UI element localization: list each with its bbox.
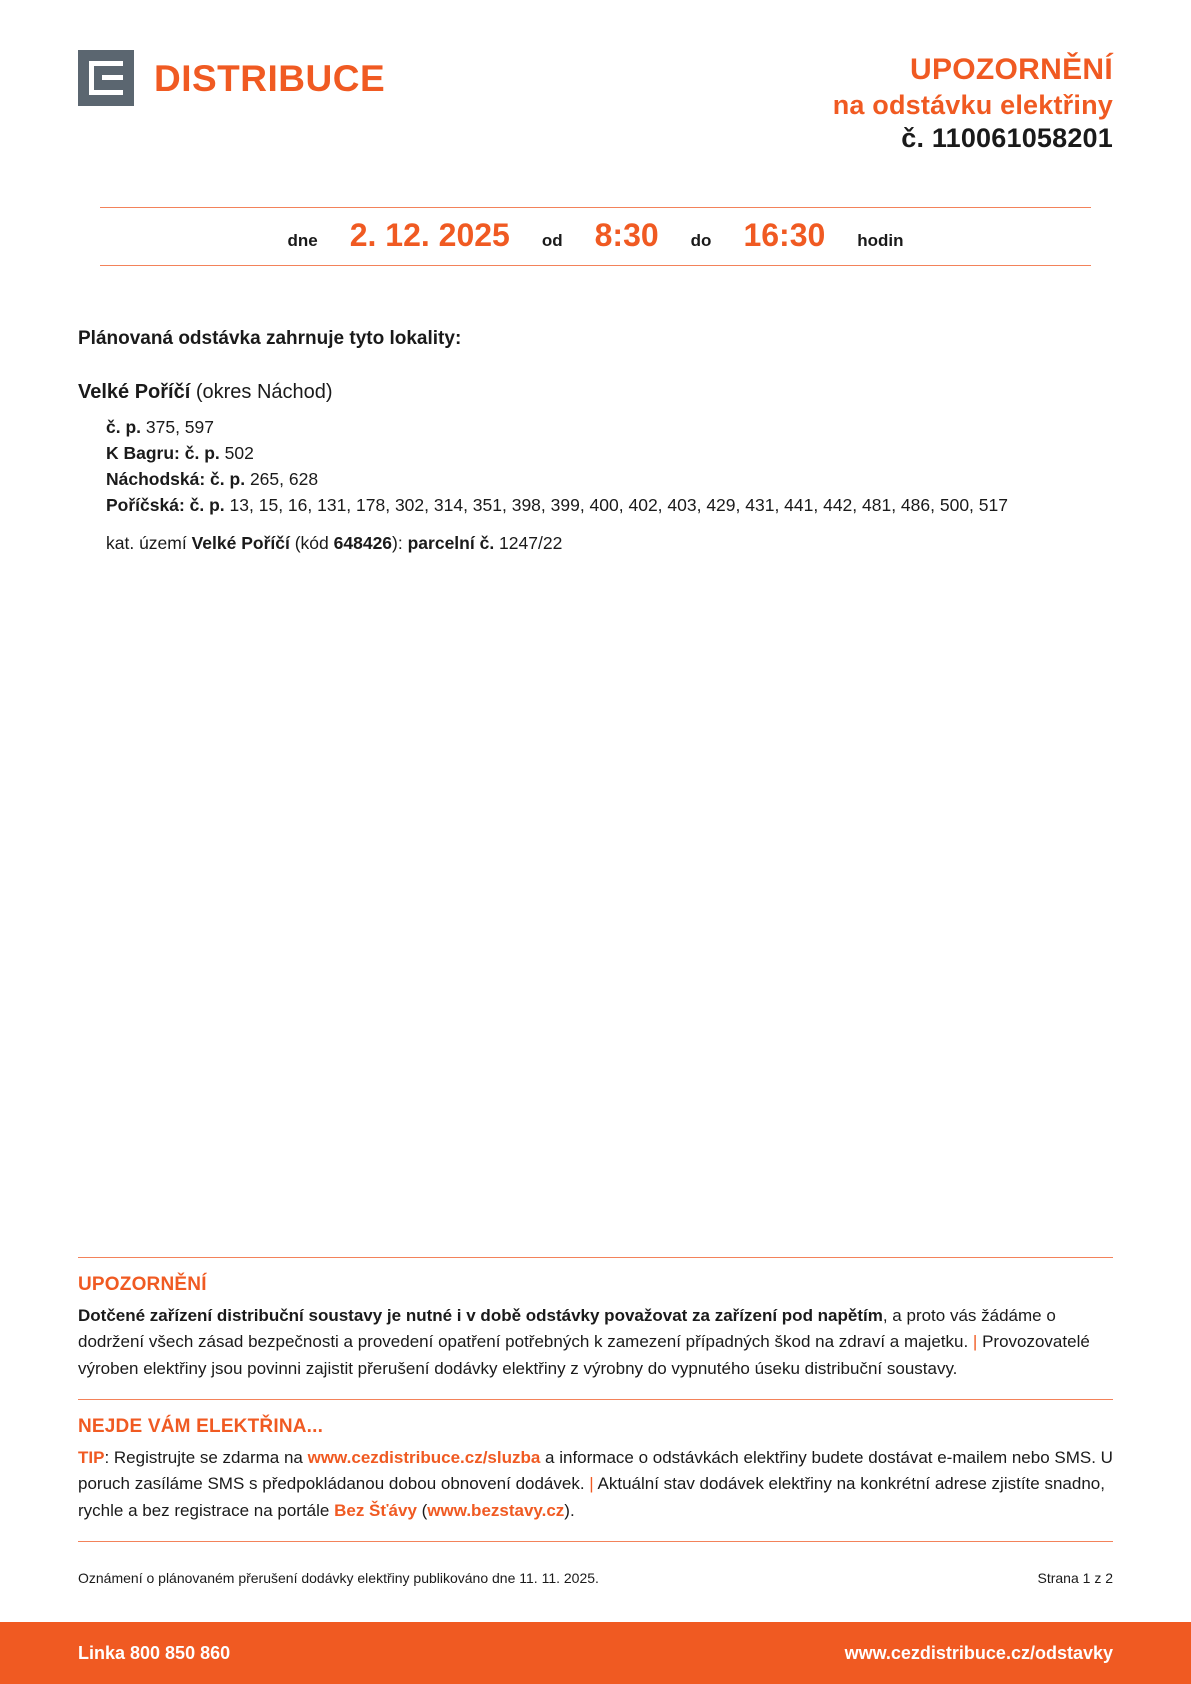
cadastre-name: Velké Poříčí (191, 533, 290, 554)
notice-separator-icon: | (972, 1332, 978, 1352)
list-item (106, 467, 1113, 493)
cez-distribuce-logo (78, 50, 385, 106)
logo-bar-top (89, 61, 123, 66)
cadastre-code-prefix: (kód (289, 533, 334, 554)
outage-time-to: 16:30 (743, 217, 826, 254)
divider-bottom (78, 1541, 1113, 1542)
parcel-number: 1247/22 (494, 533, 563, 554)
label-do: do (690, 231, 712, 251)
notice-help-body (78, 1445, 1113, 1524)
label-hodin: hodin (857, 231, 904, 251)
notice-warning (78, 1258, 1113, 1399)
label-dne: dne (287, 231, 318, 251)
help-text-2: a informace o odstávkách elektřiny budete dostávat e-mailem nebo SMS. U poruch zasíláme SMS s předpokládanou dobou obnovení dodávek. (78, 1447, 1113, 1494)
cadastre-prefix: kat. území (106, 533, 192, 554)
address-street-label: K Bagru: č. p. (106, 443, 220, 464)
help-text-4: ( (416, 1500, 428, 1520)
address-numbers: 502 (219, 443, 254, 464)
document-title: UPOZORNĚNÍ (909, 53, 1113, 86)
address-numbers: 265, 628 (245, 468, 319, 489)
document-header (78, 0, 1113, 154)
help-text-3: Aktuální stav dodávek elektřiny na konkrétní adrese zjistíte snadno, rychle a bez registrace na portále (78, 1474, 1105, 1520)
cezdistribuce-service-link[interactable]: www.cezdistribuce.cz/sluzba (307, 1447, 541, 1467)
locality-heading (78, 381, 1113, 404)
help-text-5: ). (564, 1500, 575, 1520)
parcel-label: parcelní č. (407, 533, 495, 554)
document-number: č. 110061058201 (901, 122, 1113, 153)
outage-time-from: 8:30 (594, 217, 659, 254)
notice-help (78, 1400, 1113, 1541)
outage-schedule-bar (100, 207, 1091, 266)
municipality-name: Velké Poříčí (78, 381, 191, 404)
bezstavy-portal-name: Bez Šťávy (334, 1500, 417, 1520)
address-numbers: 13, 15, 16, 131, 178, 302, 314, 351, 398, 399, 400, 402, 403, 429, 431, 441, 442, 481, 486, 500, 517 (224, 494, 1008, 515)
help-text-1: : Registrujte se zdarma na (104, 1447, 308, 1467)
notice-warning-text-1: , a proto vás žádáme o dodržení všech zásad bezpečnosti a provedení opatření potřebných k zamezení případných škod na zdraví a majetku. (78, 1305, 1056, 1352)
page-number: Strana 1 z 2 (1037, 1570, 1113, 1586)
cez-logo-icon (78, 50, 134, 106)
municipality-district: (okres Náchod) (190, 381, 333, 404)
logo-bar-middle (102, 75, 123, 80)
list-item (106, 441, 1113, 467)
address-list (78, 415, 1113, 518)
footer-notices (78, 1257, 1113, 1542)
label-od: od (541, 231, 563, 251)
document-title-group (833, 50, 1113, 154)
notice-separator-icon: | (589, 1474, 594, 1494)
footer-website[interactable]: www.cezdistribuce.cz/odstavky (844, 1642, 1113, 1663)
outage-schedule-wrapper (78, 207, 1113, 266)
brand-wordmark: DISTRIBUCE (154, 57, 386, 99)
bezstavy-link[interactable]: www.bezstavy.cz (427, 1500, 565, 1520)
list-item (106, 493, 1113, 519)
notice-warning-bold: Dotčené zařízení distribuční soustavy je nutné i v době odstávky považovat za zařízení pod napětím (78, 1305, 883, 1325)
notice-warning-text-2: Provozovatelé výroben elektřiny jsou povinni zajistit přerušení dodávky elektřiny z výrobny do vypnutého úseku distribuční soustavy. (78, 1332, 1090, 1378)
cadastre-code: 648426 (333, 533, 393, 554)
footer-phone: Linka 800 850 860 (78, 1642, 231, 1663)
address-street-label: Poříčská: č. p. (106, 494, 225, 515)
tip-label: TIP (78, 1447, 105, 1467)
address-street-label: Náchodská: č. p. (106, 468, 246, 489)
publication-note: Oznámení o plánovaném přerušení dodávky elektřiny publikováno dne 11. 11. 2025. (78, 1570, 599, 1586)
document-meta (78, 1570, 1113, 1586)
footer-bar (0, 1622, 1191, 1684)
cadastre-line (78, 533, 1113, 554)
logo-bar-bottom (89, 90, 123, 95)
address-numbers: 375, 597 (141, 417, 214, 438)
outage-date: 2. 12. 2025 (349, 217, 510, 254)
notice-warning-title: UPOZORNĚNÍ (78, 1273, 207, 1295)
document-subtitle: na odstávku elektřiny (832, 89, 1113, 120)
list-item (106, 415, 1113, 441)
localities-intro: Plánovaná odstávka zahrnuje tyto lokality: (78, 328, 462, 350)
cadastre-code-suffix: ): (392, 533, 408, 554)
notice-warning-body (78, 1303, 1113, 1382)
address-street-label: č. p. (106, 417, 142, 438)
notice-help-title: NEJDE VÁM ELEKTŘINA... (78, 1415, 324, 1437)
